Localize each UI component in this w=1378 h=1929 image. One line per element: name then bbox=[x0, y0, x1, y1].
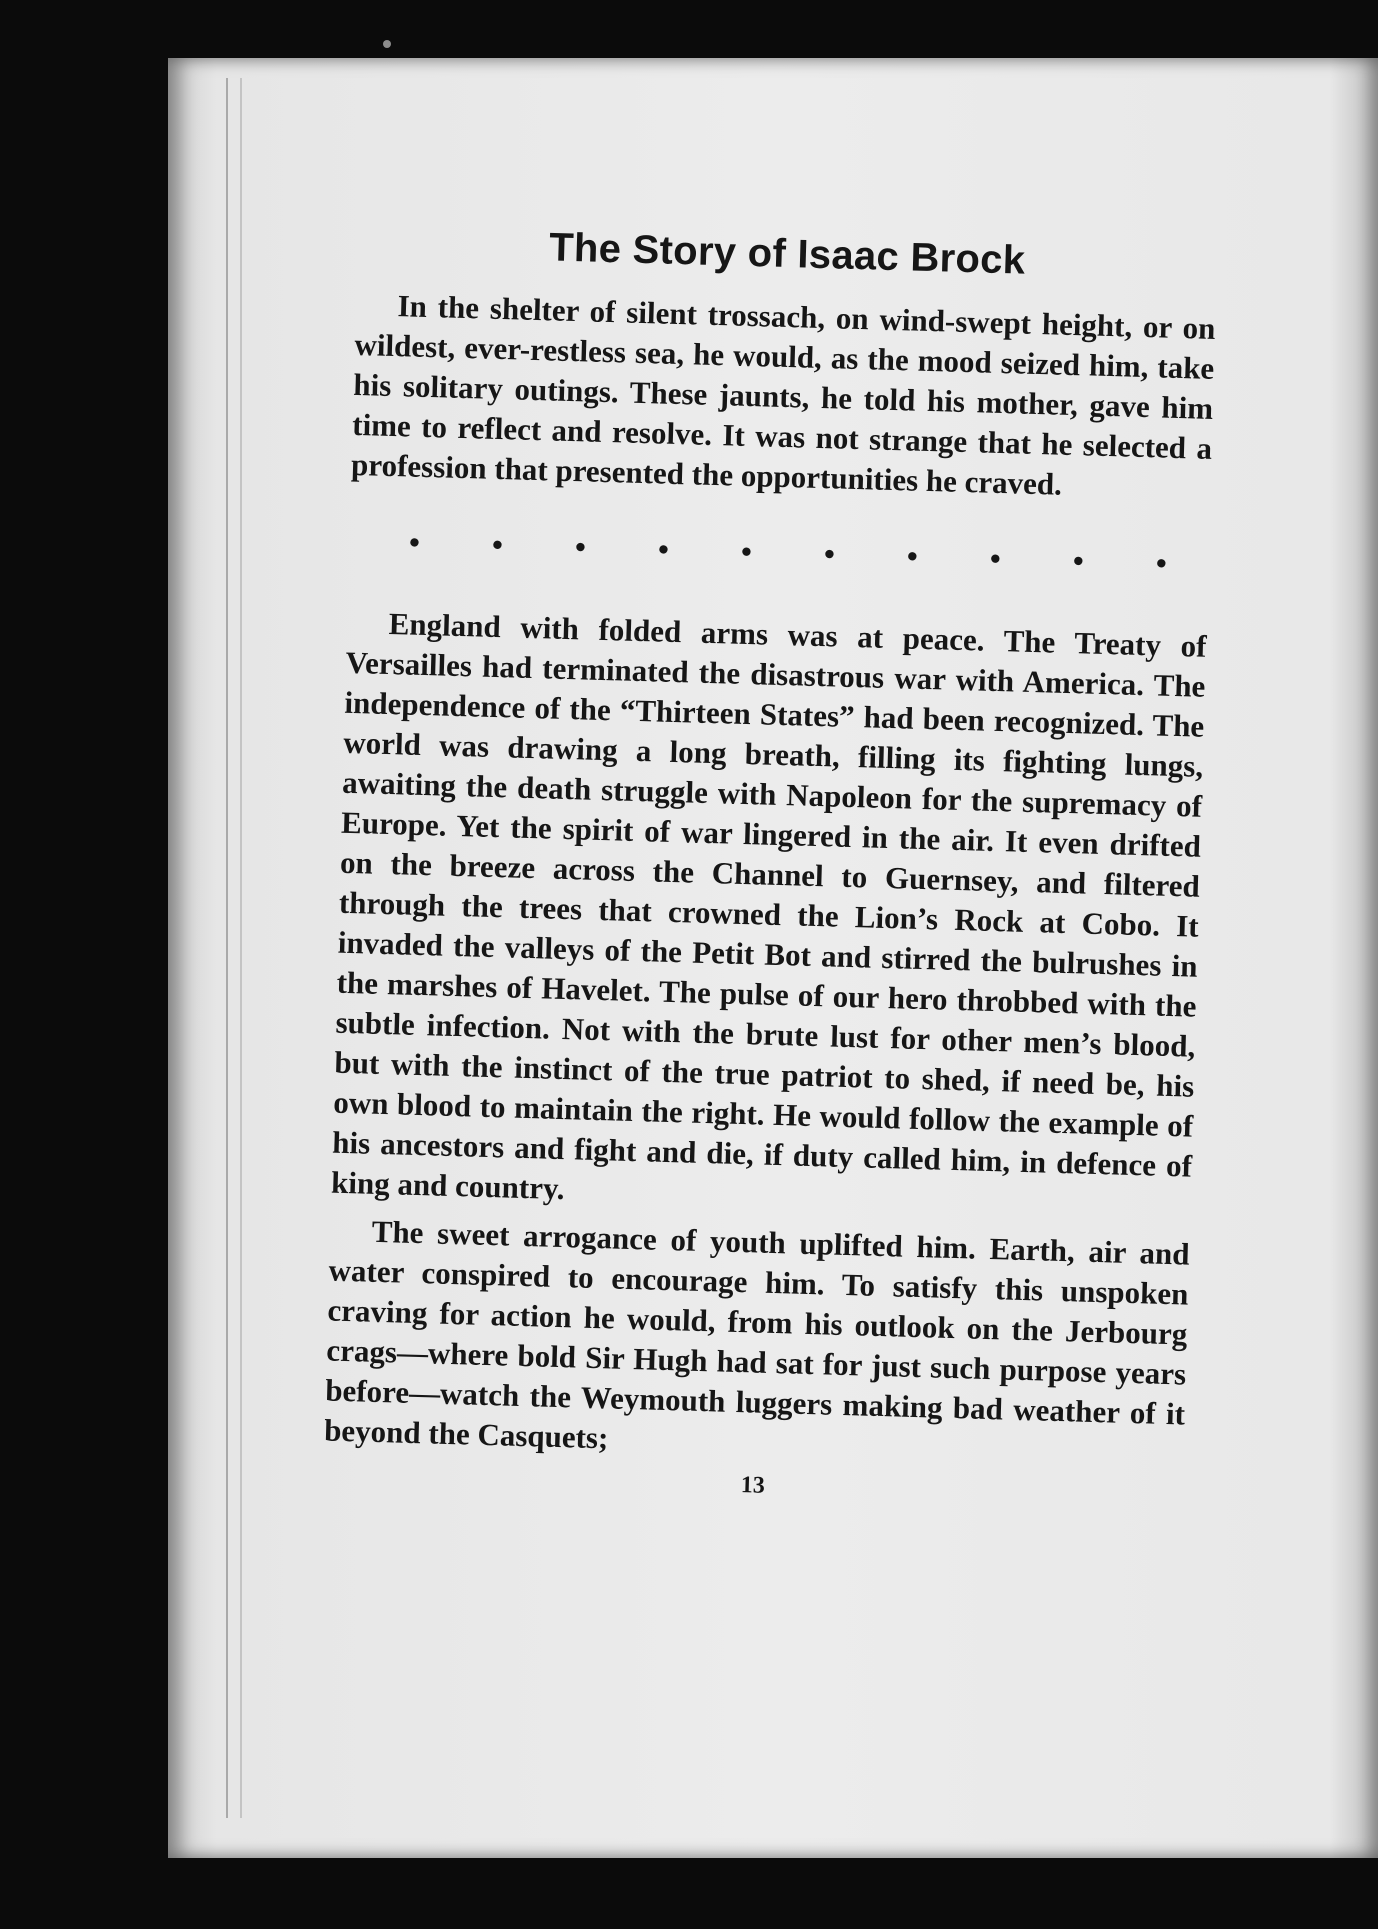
page-number: 13 bbox=[740, 1472, 766, 1499]
paragraph-1: In the shelter of silent trossach, on wind-swept height, or on wildest, ever-restless sea, he would, as the mood seized him, take his solitary outings. These jaunts, he told his mother, gave him time to reflect and resolve. It was not strange that he selected a profession that presented the opportunities he craved. bbox=[350, 288, 1216, 502]
page-text-block bbox=[323, 150, 1220, 1511]
paragraph-2: England with folded arms was at peace. The Treaty of Versailles had terminated the disastrous war with America. The independence of the “Thirteen States” had been recognized. The world was drawing a long breath, filling its fighting lungs, awaiting the death struggle with Napoleon for the supremacy of Europe. Yet the spirit of war lingered in the air. It even drifted on the breeze across the Channel to Guernsey, and filtered through the trees that crowned the Lion’s Rock at Cobo. It invaded the valleys of the Petit Bot and stirred the bulrushes in the marshes of Havelet. The pulse of our hero throbbed with the subtle infection. Not with the brute lust for other men’s blood, but with the instinct of the true patriot to shed, if need be, his own blood to maintain the right. He would follow the example of his ancestors and fight and die, if duty called him, in defence of king and country. bbox=[330, 605, 1207, 1207]
page-gutter-line-inner bbox=[240, 78, 242, 1818]
section-separator: • • • • • • • • • • bbox=[408, 524, 1168, 581]
chapter-title: The Story of Isaac Brock bbox=[548, 225, 1026, 283]
scan-speck bbox=[383, 40, 391, 48]
page-gutter-line bbox=[226, 78, 228, 1818]
paragraph-3: The sweet arrogance of youth uplifted him. Earth, air and water conspired to encourage him. To satisfy this unspoken craving for action he would, from his outlook on the Jerbourg crags—where bold Sir Hugh had sat for just such purpose years before—watch the Weymouth luggers making bad weather of it beyond the Casquets; bbox=[323, 1213, 1190, 1456]
